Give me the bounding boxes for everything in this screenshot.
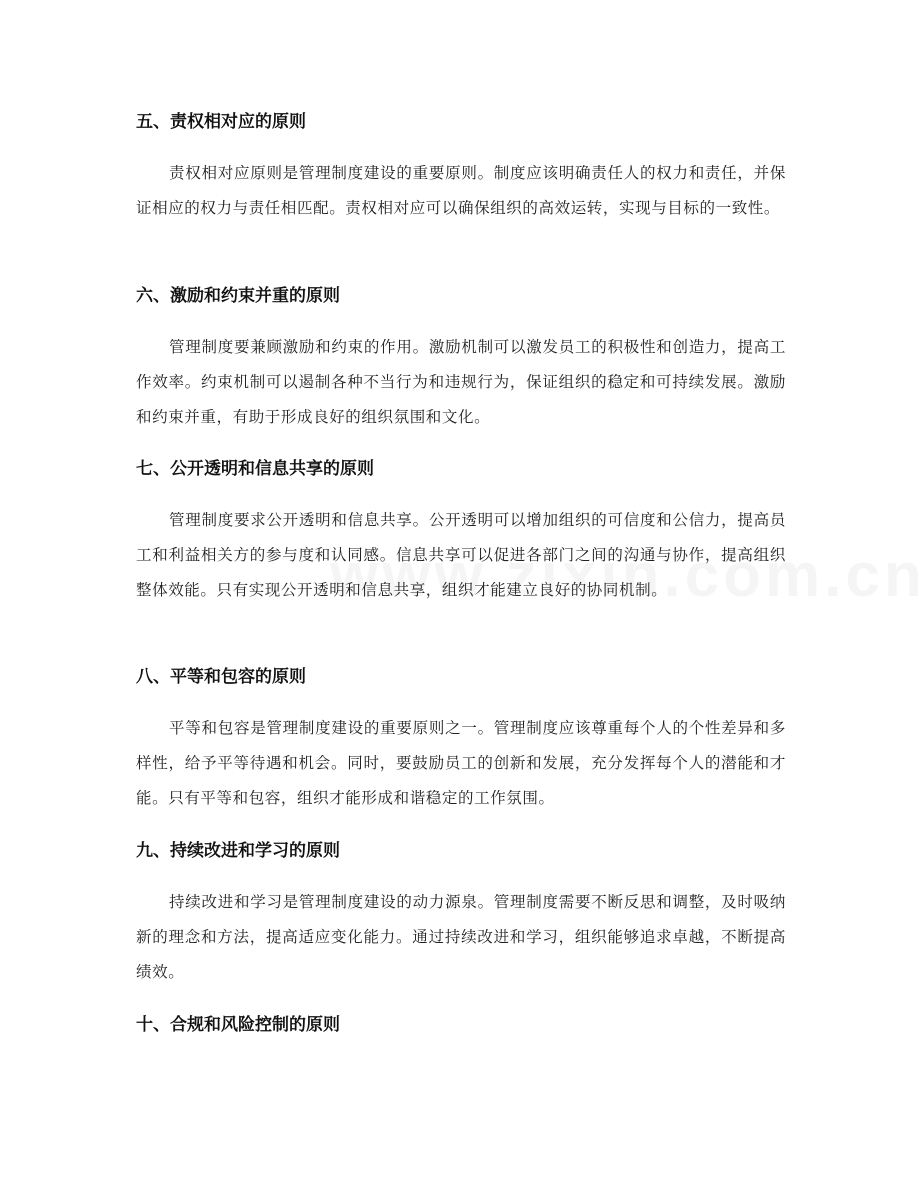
section-paragraph: 持续改进和学习是管理制度建设的动力源泉。管理制度需要不断反思和调整，及时吸纳新的理念和方法，提高适应变化能力。通过持续改进和学习，组织能够追求卓越，不断提高绩效。 bbox=[136, 893, 786, 981]
section-heading: 七、公开透明和信息共享的原则 bbox=[136, 459, 374, 479]
section-heading: 十、合规和风险控制的原则 bbox=[136, 1015, 340, 1035]
section-heading: 五、责权相对应的原则 bbox=[136, 112, 306, 132]
section-5 bbox=[136, 110, 786, 226]
section-6 bbox=[136, 284, 786, 435]
section-10 bbox=[136, 1013, 786, 1037]
section-heading: 九、持续改进和学习的原则 bbox=[136, 841, 340, 861]
section-9 bbox=[136, 839, 786, 990]
section-heading: 八、平等和包容的原则 bbox=[136, 667, 306, 687]
section-paragraph: 责权相对应原则是管理制度建设的重要原则。制度应该明确责任人的权力和责任，并保证相应的权力与责任相匹配。责权相对应可以确保组织的高效运转，实现与目标的一致性。 bbox=[136, 164, 786, 217]
section-7 bbox=[136, 457, 786, 608]
section-paragraph: 管理制度要求公开透明和信息共享。公开透明可以增加组织的可信度和公信力，提高员工和利益相关方的参与度和认同感。信息共享可以促进各部门之间的沟通与协作，提高组织整体效能。只有实现公开透明和信息共享，组织才能建立良好的协同机制。 bbox=[136, 511, 786, 599]
section-paragraph: 管理制度要兼顾激励和约束的作用。激励机制可以激发员工的积极性和创造力，提高工作效率。约束机制可以遏制各种不当行为和违规行为，保证组织的稳定和可持续发展。激励和约束并重，有助于形成良好的组织氛围和文化。 bbox=[136, 338, 786, 426]
section-paragraph: 平等和包容是管理制度建设的重要原则之一。管理制度应该尊重每个人的个性差异和多样性，给予平等待遇和机会。同时，要鼓励员工的创新和发展，充分发挥每个人的潜能和才能。只有平等和包容，组织才能形成和谐稳定的工作氛围。 bbox=[136, 719, 786, 807]
section-heading: 六、激励和约束并重的原则 bbox=[136, 286, 340, 306]
section-8 bbox=[136, 665, 786, 816]
